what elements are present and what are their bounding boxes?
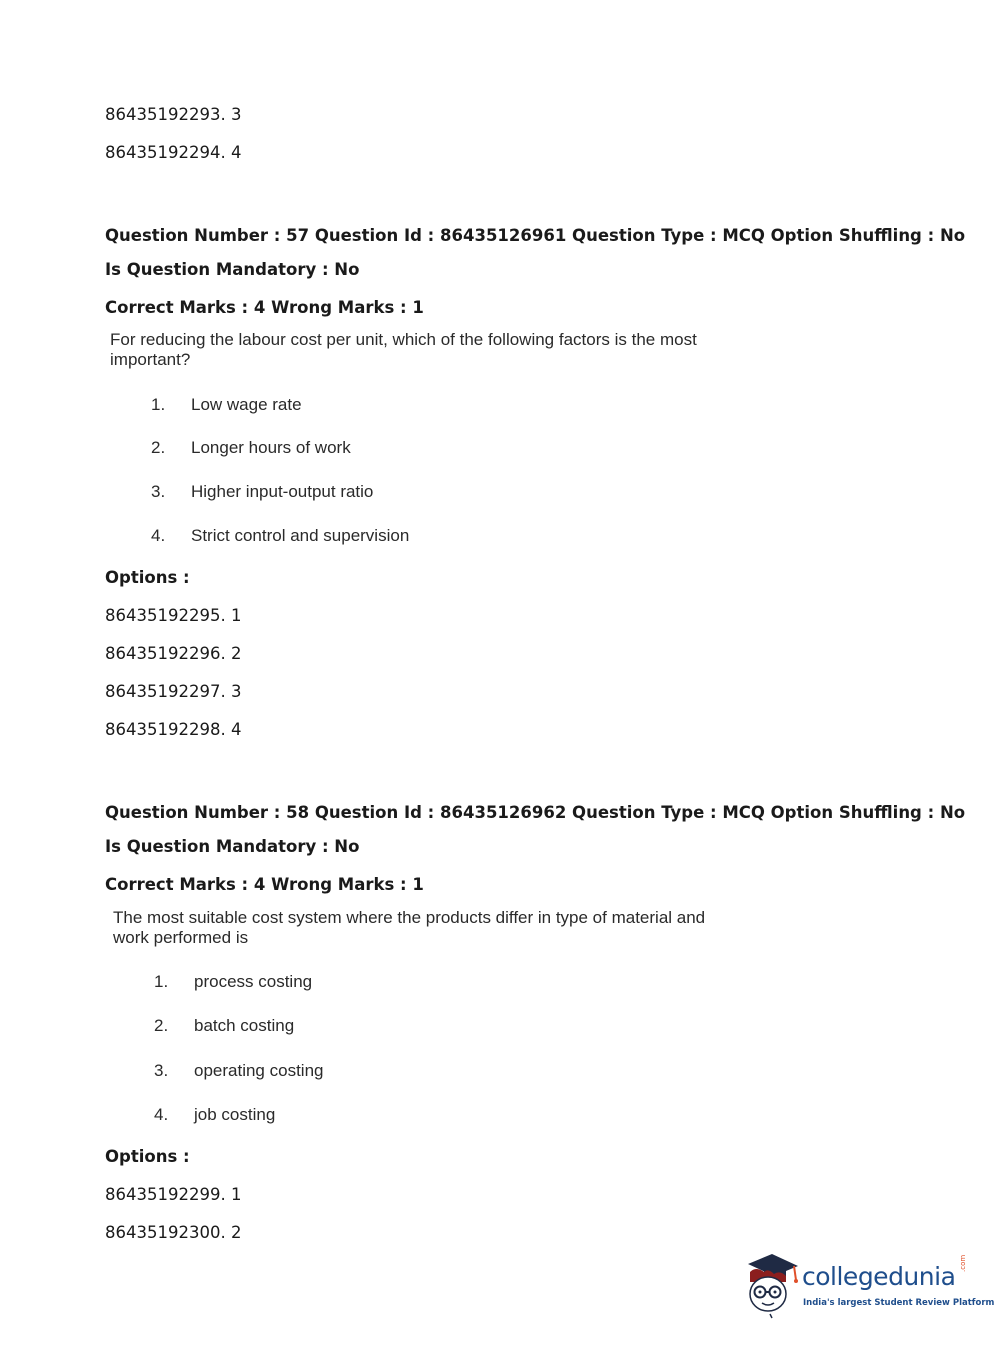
choice-number: 3. <box>154 1061 169 1080</box>
logo-wordmark: collegedunia <box>802 1262 956 1291</box>
choice-number: 1. <box>154 972 169 991</box>
choice-number: 3. <box>151 482 166 501</box>
question-header: Question Number : 58 Question Id : 86435126962 Question Type : MCQ Option Shuffling : No <box>105 803 966 822</box>
option-code: 86435192297. 3 <box>105 682 242 701</box>
choice-text: batch costing <box>194 1016 295 1035</box>
options-label: Options : <box>105 1147 190 1166</box>
choice-number: 1. <box>151 395 166 414</box>
question-marks: Correct Marks : 4 Wrong Marks : 1 <box>105 875 424 894</box>
choice-text: Higher input-output ratio <box>191 482 374 501</box>
choice-item <box>151 437 351 459</box>
choice-number: 2. <box>154 1016 169 1035</box>
question-text-line: important? <box>110 350 191 369</box>
question-header: Question Number : 57 Question Id : 86435126961 Question Type : MCQ Option Shuffling : No <box>105 226 966 245</box>
choice-text: Strict control and supervision <box>191 526 410 545</box>
option-code: 86435192295. 1 <box>105 606 242 625</box>
question-text-line: The most suitable cost system where the products differ in type of material and <box>113 908 706 927</box>
question-marks: Correct Marks : 4 Wrong Marks : 1 <box>105 298 424 317</box>
options-label: Options : <box>105 568 190 587</box>
choice-item <box>151 394 302 416</box>
choice-item <box>154 1104 275 1126</box>
choice-item <box>154 971 312 993</box>
collegedunia-logo[interactable] <box>742 1250 995 1320</box>
option-code: 86435192298. 4 <box>105 720 242 739</box>
mascot-icon <box>742 1250 802 1320</box>
question-text <box>110 330 750 370</box>
choice-text: Longer hours of work <box>191 438 351 457</box>
option-code: 86435192300. 2 <box>105 1223 242 1242</box>
logo-tagline: India's largest Student Review Platform <box>803 1298 995 1308</box>
question-mandatory: Is Question Mandatory : No <box>105 837 360 856</box>
choice-number: 4. <box>151 526 166 545</box>
choice-text: operating costing <box>194 1061 324 1080</box>
choice-item <box>154 1015 294 1037</box>
question-text <box>113 908 753 948</box>
choice-number: 4. <box>154 1105 169 1124</box>
choice-item <box>151 525 409 547</box>
option-code: 86435192296. 2 <box>105 644 242 663</box>
option-code: 86435192294. 4 <box>105 143 242 162</box>
choice-item <box>151 481 373 503</box>
logo-suffix: .com <box>959 1254 967 1272</box>
question-text-line: For reducing the labour cost per unit, which of the following factors is the most <box>110 330 697 349</box>
choice-text: process costing <box>194 972 313 991</box>
question-mandatory: Is Question Mandatory : No <box>105 260 360 279</box>
choice-item <box>154 1060 323 1082</box>
choice-text: Low wage rate <box>191 395 302 414</box>
choice-text: job costing <box>194 1105 276 1124</box>
choice-number: 2. <box>151 438 166 457</box>
question-text-line: work performed is <box>113 928 249 947</box>
option-code: 86435192299. 1 <box>105 1185 242 1204</box>
option-code: 86435192293. 3 <box>105 105 242 124</box>
